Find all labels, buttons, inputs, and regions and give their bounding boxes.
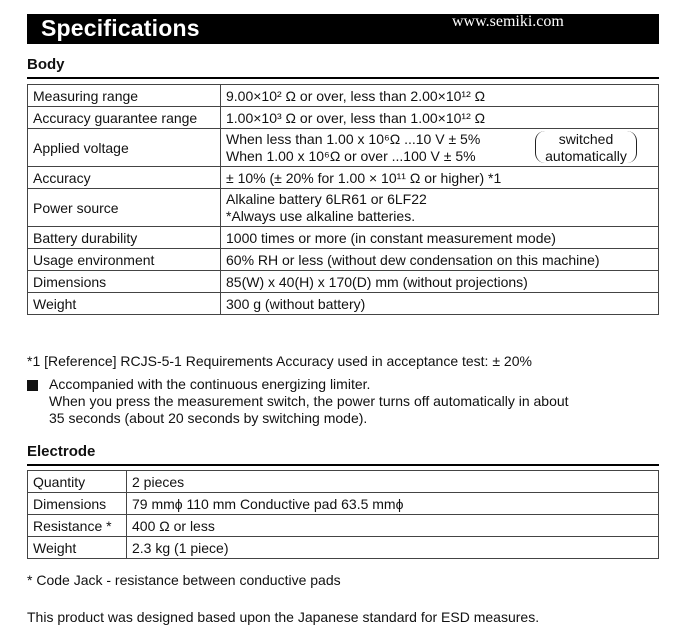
row-value: 2 pieces [127, 471, 659, 493]
row-value: 1.00×10³ Ω or over, less than 1.00×10¹² Ω [221, 107, 659, 129]
closing-statement: This product was designed based upon the Japanese standard for ESD measures. [27, 609, 540, 625]
electrode-spec-table [27, 470, 659, 559]
table-row [28, 515, 659, 537]
row-key: Dimensions [28, 493, 127, 515]
specifications-header [27, 14, 659, 44]
power-source-line-1: Alkaline battery 6LR61 or 6LF22 [226, 190, 427, 207]
row-key: Battery durability [28, 227, 221, 249]
table-row [28, 271, 659, 293]
row-key: Resistance * [28, 515, 127, 537]
power-source-line-2: *Always use alkaline batteries. [226, 207, 416, 224]
table-row [28, 293, 659, 315]
applied-voltage-line-1: When less than 1.00 x 10⁶Ω ...10 V ± 5% [226, 130, 481, 147]
row-value: 1000 times or more (in constant measurement mode) [221, 227, 659, 249]
row-value: 85(W) x 40(H) x 170(D) mm (without projections) [221, 271, 659, 293]
row-key: Weight [28, 537, 127, 559]
table-row [28, 249, 659, 271]
limiter-note: Accompanied with the continuous energizing limiter. When you press the measurement switch, the power turns off automatically in about 35 seconds (about 20 seconds by switching mode). [49, 376, 569, 426]
section-divider [27, 77, 659, 79]
row-value: ± 10% (± 20% for 1.00 × 10¹¹ Ω or higher) *1 [221, 167, 659, 189]
row-value: 2.3 kg (1 piece) [127, 537, 659, 559]
accuracy-footnote: *1 [Reference] RCJS-5-1 Requirements Accuracy used in acceptance test: ± 20% [27, 353, 532, 369]
table-row [28, 227, 659, 249]
electrode-section-title: Electrode [27, 443, 96, 460]
body-spec-table [27, 84, 659, 315]
table-row [28, 129, 659, 167]
switched-automatically-note: switched automatically [535, 131, 637, 163]
row-value: 300 g (without battery) [221, 293, 659, 315]
row-key: Power source [28, 189, 221, 227]
resistance-footnote: * Code Jack - resistance between conductive pads [27, 572, 341, 588]
row-value: 60% RH or less (without dew condensation on this machine) [221, 249, 659, 271]
row-value [221, 129, 659, 167]
body-section-title: Body [27, 56, 65, 73]
table-row [28, 85, 659, 107]
row-value: 400 Ω or less [127, 515, 659, 537]
table-row [28, 537, 659, 559]
table-row [28, 167, 659, 189]
table-row [28, 471, 659, 493]
row-key: Dimensions [28, 271, 221, 293]
applied-voltage-line-2: When 1.00 x 10⁶Ω or over ...100 V ± 5% [226, 147, 476, 164]
row-key: Accuracy [28, 167, 221, 189]
row-key: Quantity [28, 471, 127, 493]
row-value: 79 mmϕ 110 mm Conductive pad 63.5 mmϕ [127, 493, 659, 515]
row-key: Measuring range [28, 85, 221, 107]
section-divider [27, 464, 659, 466]
square-bullet-icon [27, 380, 38, 391]
page-title: Specifications [41, 15, 200, 41]
table-row [28, 189, 659, 227]
row-key: Weight [28, 293, 221, 315]
row-value: 9.00×10² Ω or over, less than 2.00×10¹² Ω [221, 85, 659, 107]
row-value [221, 189, 659, 227]
row-key: Accuracy guarantee range [28, 107, 221, 129]
website-url: www.semiki.com [452, 13, 564, 30]
row-key: Applied voltage [28, 129, 221, 167]
table-row [28, 107, 659, 129]
table-row [28, 493, 659, 515]
row-key: Usage environment [28, 249, 221, 271]
